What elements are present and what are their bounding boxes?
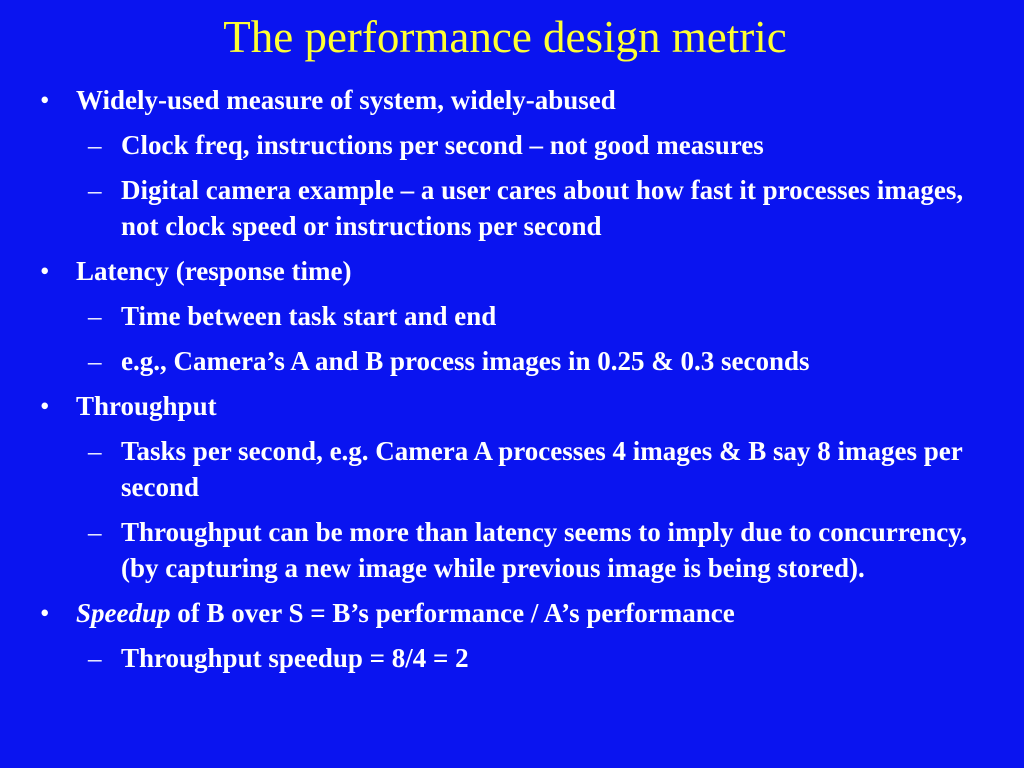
bullet-icon: •	[40, 391, 50, 421]
dash-icon: –	[88, 301, 102, 331]
speedup-definition: of B over S = B’s performance / A’s performance	[170, 598, 735, 628]
sub-bullet-text: Tasks per second, e.g. Camera A processes 4 images & B say 8 images per second	[121, 436, 963, 502]
bullet-icon: •	[40, 598, 50, 628]
speedup-term: Speedup	[76, 598, 171, 628]
sub-bullet-item	[40, 514, 1000, 586]
dash-icon: –	[88, 175, 102, 205]
sub-bullet-item	[40, 127, 1000, 163]
bullet-item	[40, 595, 1000, 631]
bullet-text: Latency (response time)	[76, 256, 352, 286]
dash-icon: –	[88, 436, 102, 466]
bullet-item	[40, 253, 1000, 289]
bullet-icon: •	[40, 256, 50, 286]
sub-bullet-text: Time between task start and end	[121, 301, 497, 331]
sub-bullet-text: Clock freq, instructions per second – not good measures	[121, 130, 764, 160]
sub-bullet-item	[40, 343, 1000, 379]
bullet-text: Widely-used measure of system, widely-abused	[76, 85, 616, 115]
dash-icon: –	[88, 517, 102, 547]
sub-bullet-text: Digital camera example – a user cares about how fast it processes images, not clock speed or instructions per second	[121, 175, 964, 241]
sub-bullet-text: e.g., Camera’s A and B process images in 0.25 & 0.3 seconds	[121, 346, 810, 376]
bullet-item	[40, 388, 1000, 424]
dash-icon: –	[88, 130, 102, 160]
slide-title: The performance design metric	[223, 12, 787, 62]
bullet-text: Throughput	[76, 391, 217, 421]
bullet-item	[40, 82, 1000, 118]
bullet-icon: •	[40, 85, 50, 115]
sub-bullet-item	[40, 433, 1000, 505]
sub-bullet-item	[40, 172, 1000, 244]
sub-bullet-item	[40, 640, 1000, 676]
sub-bullet-text: Throughput can be more than latency seems to imply due to concurrency, (by capturing a new image while previous image is being stored).	[121, 517, 968, 583]
sub-bullet-item	[40, 298, 1000, 334]
sub-bullet-text: Throughput speedup = 8/4 = 2	[121, 643, 469, 673]
dash-icon: –	[88, 643, 102, 673]
bullet-text	[76, 598, 735, 628]
dash-icon: –	[88, 346, 102, 376]
slide-body	[40, 82, 1000, 676]
